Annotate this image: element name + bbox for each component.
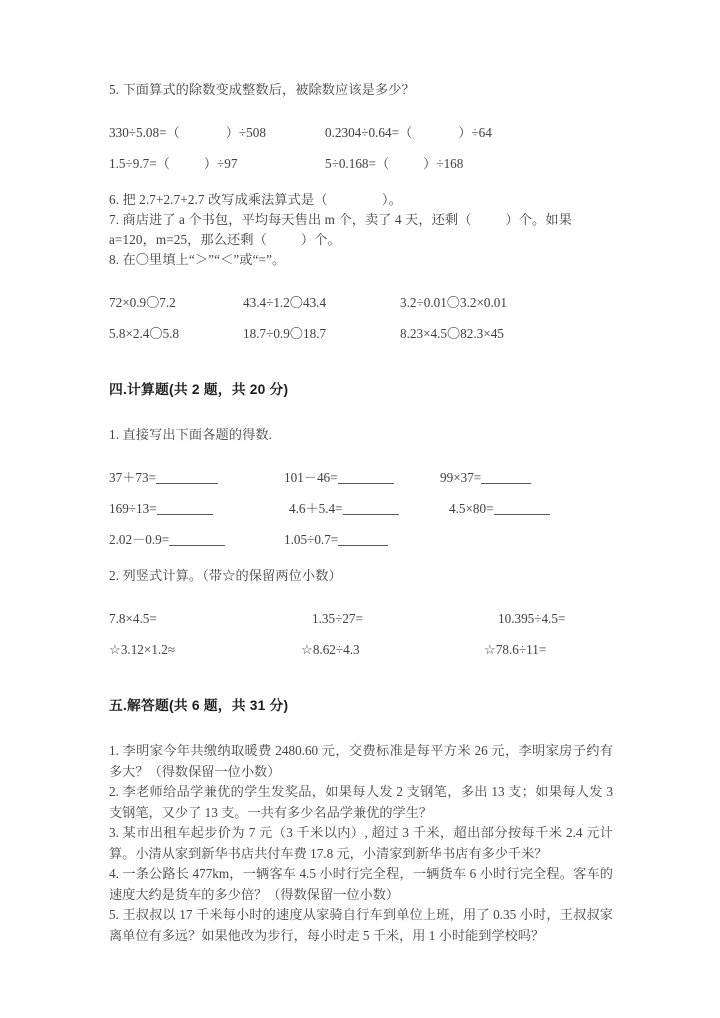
q1-r3-c2: 1.05÷0.7= [284,524,388,555]
q1-r2-c1: 169÷13= [109,493,213,524]
q8-r2-c2: 18.7÷0.9〇18.7 [243,326,327,341]
spacer [109,270,613,287]
q8-r2-c1: 5.8×2.4〇5.8 [109,326,180,341]
q2-row-1 [109,603,613,634]
section-four-heading: 四.计算题(共 2 题，共 20 分) [109,382,289,397]
question-8-row-1 [109,287,613,318]
q5-r2-right: 5÷0.168=（ ）÷168 [325,156,464,171]
question-6: 6. 把 2.7+2.7+2.7 改写成乘法算式是（ ）。 [109,192,402,207]
question-8-row-2 [109,318,613,349]
section-five-problem-5: 5. 王叔叔以 17 千米每小时的速度从家骑自行车到单位上班，用了 0.35 小时，王叔叔家离单位有多远？如果他改为步行，每小时走 5 千米，用 1 小时能到学校吗？ [109,907,613,943]
q1-r1-c3: 99×37= [440,462,531,493]
q5-r1-left: 330÷5.08=（ ）÷508 [109,125,266,140]
section-five-problem-2: 2. 李老师给品学兼优的学生发奖品，如果每人发 2 支钢笔，多出 13 支；如果每人发 3 支钢笔，又少了 13 支。一共有多少名品学兼优的学生？ [109,784,617,820]
q1-r1-c1: 37＋73= [109,462,218,493]
q5-r1-right: 0.2304÷0.64=（ ）÷64 [325,125,492,140]
q8-r1-c2: 43.4÷1.2〇43.4 [243,295,327,310]
question-5-prompt: 5. 下面算式的除数变成整数后，被除数应该是多少？ [109,82,415,97]
q5-r2-left: 1.5÷9.7=（ ）÷97 [109,156,238,171]
q2-r2-c3: ☆78.6÷11= [484,642,547,657]
section-four-q2-prompt: 2. 列竖式计算。（带☆的保留两位小数） [109,568,342,583]
question-7-line-1: 7. 商店进了 a 个书包，平均每天售出 m 个，卖了 4 天，还剩（ ）个。如果 [109,212,572,227]
section-five-problem-4: 4. 一条公路长 477km，一辆客车 4.5 小时行完全程，一辆货车 6 小时行完全程。客车的速度大约是货车的多少倍？（得数保留一位小数） [109,866,613,902]
q2-r2-c1: ☆3.12×1.2≈ [109,642,176,657]
q1-r2-c2: 4.6＋5.4= [289,493,399,524]
q1-row-3 [109,524,613,555]
spacer [109,665,613,695]
section-five-problem-3: 3. 某市出租车起步价为 7 元（3 千米以内）, 超过 3 千米，超出部分按每千米 2.4 元计算。小清从家到新华书店共付车费 17.8 元，小清家到新华书店有多少千米？ [109,825,613,861]
q2-r1-c1: 7.8×4.5= [109,611,157,626]
q8-r2-c3: 8.23×4.5〇82.3×45 [400,326,504,341]
section-five-problem-1: 1. 李明家今年共缴纳取暖费 2480.60 元，交费标准是每平方米 26 元，李明家房子约有多大？（得数保留一位小数） [109,743,613,779]
spacer [109,586,613,603]
spacer [109,717,613,741]
question-7-line-2: a=120，m=25，那么还剩（ ）个。 [109,232,341,247]
spacer [109,100,613,117]
q2-row-2 [109,634,613,665]
spacer [109,555,613,566]
section-four-q1-prompt: 1. 直接写出下面各题的得数. [109,427,273,442]
q1-r1-c2: 101－46= [284,462,394,493]
worksheet-content [109,80,617,946]
spacer [109,445,613,462]
spacer [109,179,613,190]
q8-r1-c1: 72×0.9〇7.2 [109,295,176,310]
section-five-heading: 五.解答题(共 6 题，共 31 分) [109,698,289,713]
spacer [109,349,613,379]
question-8-prompt: 8. 在〇里填上“＞”“＜”或“=”。 [109,252,286,267]
q1-r2-c3: 4.5×80= [449,493,550,524]
q2-r1-c3: 10.395÷4.5= [498,611,566,626]
q8-r1-c3: 3.2÷0.01〇3.2×0.01 [400,295,507,310]
q1-row-1 [109,462,613,493]
spacer [109,401,613,425]
q1-r3-c1: 2.02－0.9= [109,524,225,555]
q2-r2-c2: ☆8.62÷4.3 [301,642,360,657]
question-5-row-2 [109,148,613,179]
q2-r1-c2: 1.35÷27= [312,611,363,626]
q1-row-2 [109,493,613,524]
question-5-row-1 [109,117,613,148]
